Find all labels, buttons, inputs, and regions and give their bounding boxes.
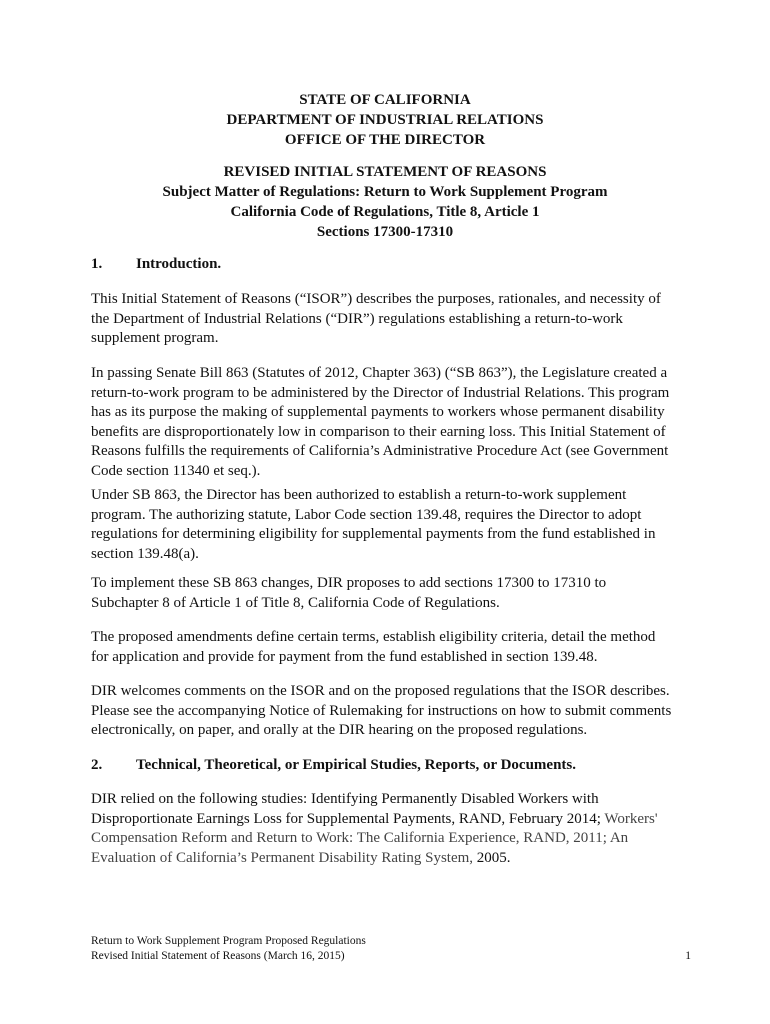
text-line: Reasons fulfills the requirements of California’s Administrative Procedure Act (see Government: [91, 443, 669, 459]
text-line: Please see the accompanying Notice of Rulemaking for instructions on how to submit comments: [91, 702, 672, 719]
text-line: In passing Senate Bill 863 (Statutes of 2012, Chapter 363) (“SB 863”), the Legislature created a: [91, 365, 668, 381]
document-header: [0, 90, 770, 242]
text-line: for application and provide for payment from the fund established in section 139.48.: [91, 648, 598, 665]
paragraph-amendments: [91, 628, 681, 667]
text-line: DIR welcomes comments on the ISOR and on the proposed regulations that the ISOR describes.: [91, 683, 670, 699]
text-line: [91, 810, 681, 830]
text-line: To implement these SB 863 changes, DIR proposes to add sections 17300 to 17310 to: [91, 575, 607, 591]
section-1-title: Introduction.: [136, 256, 222, 272]
study-citation: Workers': [600, 810, 658, 827]
document-sections: Sections 17300-17310: [316, 224, 454, 240]
text-line: The proposed amendments define certain terms, establish eligibility criteria, detail the method: [91, 629, 656, 645]
text-line: Under SB 863, the Director has been authorized to establish a return-to-work supplement: [91, 487, 627, 503]
text-line: has as its purpose the making of supplemental payments to workers whose permanent disability: [91, 404, 665, 420]
section-2-number: 2.: [91, 757, 103, 773]
paragraph-implementation: [91, 574, 681, 613]
text-line: program. The authorizing statute, Labor Code section 139.48, requires the Director to adopt: [91, 506, 642, 523]
header-state: STATE OF CALIFORNIA: [299, 92, 471, 108]
text-line: Subchapter 8 of Article 1 of Title 8, California Code of Regulations.: [91, 594, 500, 611]
text-line: benefits are disproportionately low in comparison to their earning loss. This Initial Statement of: [91, 423, 666, 440]
footer-document: Revised Initial Statement of Reasons (March 16, 2015): [91, 950, 345, 962]
footer-program: Return to Work Supplement Program Proposed Regulations: [91, 935, 366, 947]
section-2-heading: [91, 755, 576, 775]
study-year: 2005.: [473, 849, 511, 866]
header-office: OFFICE OF THE DIRECTOR: [284, 132, 486, 148]
document-subject: Subject Matter of Regulations: Return to Work Supplement Program: [162, 184, 608, 200]
text-line: This Initial Statement of Reasons (“ISOR”) describes the purposes, rationales, and necessity of: [91, 291, 661, 307]
header-department: DEPARTMENT OF INDUSTRIAL RELATIONS: [226, 112, 544, 128]
document-code-reference: California Code of Regulations, Title 8, Article 1: [230, 204, 540, 220]
text-line: return-to-work program to be administered by the Director of Industrial Relations. This program: [91, 384, 670, 401]
paragraph-comments: [91, 682, 681, 741]
text-line: the Department of Industrial Relations (“DIR”) regulations establishing a return-to-work: [91, 310, 623, 327]
page-footer: [91, 934, 691, 964]
text-line: DIR relied on the following studies: Identifying Permanently Disabled Workers with: [91, 791, 599, 807]
paragraph-studies: [91, 790, 681, 868]
section-2-title: Technical, Theoretical, or Empirical Studies, Reports, or Documents.: [136, 757, 576, 773]
section-1-heading: [91, 254, 221, 274]
text-line: supplement program.: [91, 330, 219, 346]
page-number: 1: [685, 950, 691, 962]
study-citation: Evaluation of California’s Permanent Disability Rating System,: [91, 849, 474, 866]
section-1-number: 1.: [91, 256, 103, 272]
text-line: [91, 849, 681, 869]
study-citation: Compensation Reform and Return to Work: The California Experience, RAND, 2011; An: [91, 830, 629, 846]
text-line: regulations for determining eligibility for supplemental payments from the fund established in: [91, 526, 656, 542]
paragraph-director-authority: [91, 486, 681, 564]
paragraph-isor-purpose: [91, 290, 681, 349]
text-line: section 139.48(a).: [91, 545, 199, 562]
document-title: REVISED INITIAL STATEMENT OF REASONS: [223, 164, 547, 180]
text-line: electronically, on paper, and orally at the DIR hearing on the proposed regulations.: [91, 722, 588, 738]
text-line: Code section 11340 et seq.).: [91, 462, 261, 479]
study-citation: Disproportionate Earnings Loss for Supplemental Payments, RAND, February 2014;: [91, 810, 601, 827]
paragraph-sb863: [91, 364, 681, 481]
